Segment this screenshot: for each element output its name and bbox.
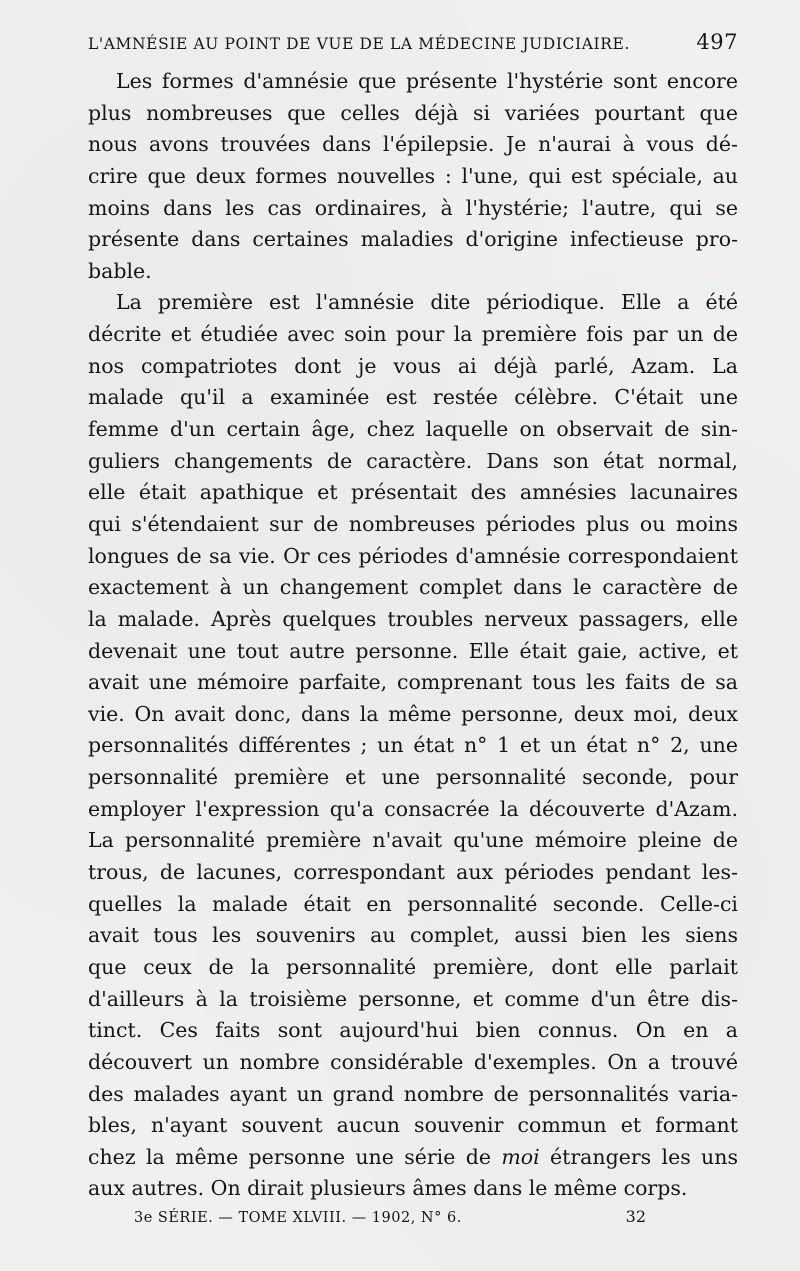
text-line: bable. [88,258,152,283]
text-line: aux autres. On dirait plusieurs âmes dans le même corps. [88,1176,688,1201]
signature-line: 3e SÉRIE. — TOME XLVIII. — 1902, N° 6. [134,1210,462,1226]
text-line: présente dans certaines maladies d'origine infectieuse pro- [88,227,738,252]
text-line: femme d'un certain âge, chez laquelle on observait de sin- [88,417,738,442]
text-line: trous, de lacunes, correspondant aux périodes pendant les- [88,860,738,885]
text-line: personnalité première et une personnalité seconde, pour [88,765,738,790]
text-line: bles, n'ayant souvent aucun souvenir commun et formant [88,1113,738,1138]
text-line [88,1142,738,1174]
signature-footer [134,1207,646,1226]
text-line: plus nombreuses que celles déjà si variées pourtant que [88,100,738,125]
text-line: découvert un nombre considérable d'exemples. On a trouvé [88,1049,738,1074]
running-title: L'AMNÉSIE AU POINT DE VUE DE LA MÉDECINE JUDICIAIRE. [88,35,630,53]
text-line: avait une mémoire parfaite, comprenant tous les faits de sa [88,670,738,695]
text-line: qui s'étendaient sur de nombreuses périodes plus ou moins [88,511,738,536]
text-line: exactement à un changement complet dans le caractère de [88,575,738,600]
text-line: moins dans les cas ordinaires, à l'hystérie; l'autre, qui se [88,195,738,220]
text-line: personnalités différentes ; un état n° 1 et un état n° 2, une [88,733,738,758]
text-line: tinct. Ces faits sont aujourd'hui bien connus. On en a [88,1018,738,1043]
text-line: décrite et étudiée avec soin pour la première fois par un de [88,322,738,347]
signature-mark: 32 [625,1207,646,1226]
text-line: d'ailleurs à la troisième personne, et comme d'un être dis- [88,986,738,1011]
text-line: malade qu'il a examinée est restée célèbre. C'était une [88,385,738,410]
text-line: employer l'expression qu'a consacrée la découverte d'Azam. [88,796,738,821]
text-line: elle était apathique et présentait des amnésies lacunaires [88,480,738,505]
text-line: devenait une tout autre personne. Elle était gaie, active, et [88,638,738,663]
text-segment: étrangers les uns [539,1144,738,1169]
text-line: guliers changements de caractère. Dans son état normal, [88,448,738,473]
text-line: que ceux de la personnalité première, dont elle parlait [88,954,738,979]
text-line: nos compatriotes dont je vous ai déjà parlé, Azam. La [88,353,738,378]
text-line: avait tous les souvenirs au complet, aussi bien les siens [88,923,738,948]
emphasized-word: moi [501,1144,540,1169]
text-line: la malade. Après quelques troubles nerveux passagers, elle [88,606,738,631]
text-line: Les formes d'amnésie que présente l'hystérie sont encore [116,69,738,93]
text-line: crire que deux formes nouvelles : l'une, qui est spéciale, au [88,163,738,188]
text-segment: chez la même personne une série de [88,1144,502,1169]
text-line: des malades ayant un grand nombre de personnalités varia- [88,1081,738,1106]
text-line: quelles la malade était en personnalité seconde. Celle-ci [88,891,738,916]
page-number: 497 [696,30,738,54]
text-line: longues de sa vie. Or ces périodes d'amnésie correspondaient [88,543,738,568]
text-line: vie. On avait donc, dans la même personne, deux moi, deux [88,701,738,726]
running-head [88,30,738,60]
text-line: La première est l'amnésie dite périodique. Elle a été [116,290,738,315]
text-line: La personnalité première n'avait qu'une mémoire pleine de [88,828,738,853]
body-text [88,66,738,1205]
text-line: nous avons trouvées dans l'épilepsie. Je n'aurai à vous dé- [88,132,738,157]
